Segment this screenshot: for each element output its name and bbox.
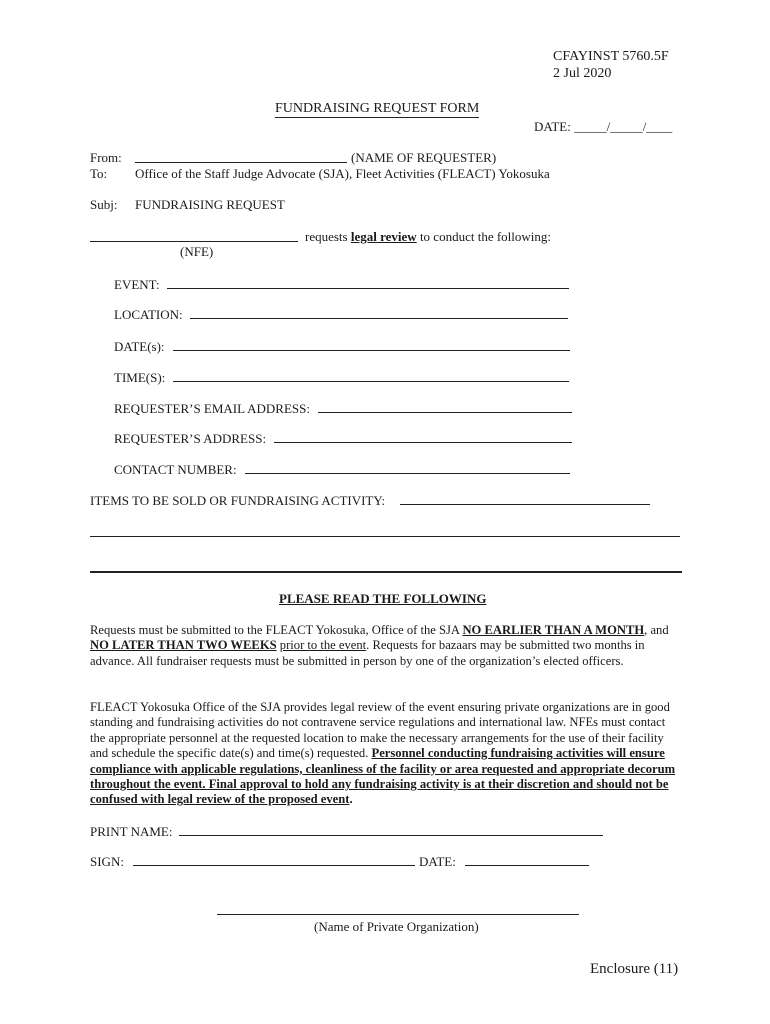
dates-label: DATE(s): [114,339,165,354]
instruction-number: CFAYINST 5760.5F [553,49,669,64]
enclosure-label: Enclosure (11) [590,961,679,977]
request-pre: requests [305,229,348,244]
contact-label: CONTACT NUMBER: [114,462,237,477]
organization-caption: (Name of Private Organization) [314,919,479,934]
nfe-caption: (NFE) [180,244,214,259]
items-label: ITEMS TO BE SOLD OR FUNDRAISING ACTIVITY: [90,493,386,508]
notice-heading: PLEASE READ THE FOLLOWING [279,591,487,606]
organization-name-field[interactable] [217,914,579,915]
p1-text-g: . Requests for bazaars may be submitted two months in advance. All fundraiser requests must be submitted in person by one of the organization’s elected officers. [90,638,645,668]
instruction-date: 2 Jul 2020 [553,66,612,81]
event-label: EVENT: [114,277,160,292]
p1-text-a: Requests must be submitted to the FLEACT Yokosuka, Office of the SJA [90,623,463,637]
times-field[interactable] [173,381,569,382]
dates-field[interactable] [173,350,570,351]
email-label: REQUESTER’S EMAIL ADDRESS: [114,401,310,416]
request-sentence [305,230,551,243]
email-field[interactable] [318,412,572,413]
requester-name-caption: (NAME OF REQUESTER) [351,150,497,165]
to-value: Office of the Staff Judge Advocate (SJA), Fleet Activities (FLEACT) Yokosuka [135,166,550,181]
requester-name-field[interactable] [135,162,347,163]
request-emphasis: legal review [350,229,417,244]
p1-no-earlier: NO EARLIER THAN A MONTH [462,623,645,637]
to-label: To: [90,166,108,181]
notice-paragraph-1 [90,623,680,669]
address-field[interactable] [274,442,572,443]
date-field[interactable]: DATE: _____/_____/____ [534,119,673,134]
p1-no-later: NO LATER THAN TWO WEEKS [90,638,277,653]
sign-label: SIGN: [90,854,124,869]
sign-date-label: DATE: [419,854,456,869]
nfe-name-field[interactable] [90,241,298,242]
location-label: LOCATION: [114,307,183,322]
request-post: to conduct the following: [419,229,551,244]
contact-field[interactable] [245,473,570,474]
p2-compliance-text: Personnel conducting fundraising activities will ensure compliance with applicable regulations, cleanliness of the facility or area requested and appropriate decorum throughout the event. Final approval to hold any fundraising activity is at their discretion and should not be confused with legal review of the proposed event [90,746,676,807]
times-label: TIME(S): [114,370,166,385]
form-title: FUNDRAISING REQUEST FORM [275,101,480,116]
section-divider [90,571,682,573]
p1-prior-to-event: prior to the event [279,638,367,653]
print-name-field[interactable] [179,835,603,836]
p1-text-c: , and [644,623,669,637]
from-label: From: [90,150,122,165]
p2-text-a: FLEACT Yokosuka Office of the SJA provides legal review of the event ensuring private organizations are in good standing and fundraising activities do not contravene service regulations and international law. NFEs must contact the appropriate personnel at the requested location to make the necessary arrangements for the use of their facility and schedule the specific date(s) and time(s) requested. [90,700,670,761]
sign-date-field[interactable] [465,865,589,866]
address-label: REQUESTER’S ADDRESS: [114,431,267,446]
subj-value: FUNDRAISING REQUEST [135,197,285,212]
notice-paragraph-2 [90,700,680,808]
p2-text-c: . [349,792,353,807]
print-name-label: PRINT NAME: [90,824,173,839]
location-field[interactable] [190,318,568,319]
items-field-continued[interactable] [90,536,680,537]
event-field[interactable] [167,288,569,289]
subj-label: Subj: [90,197,118,212]
items-field[interactable] [400,504,650,505]
sign-field[interactable] [133,865,415,866]
